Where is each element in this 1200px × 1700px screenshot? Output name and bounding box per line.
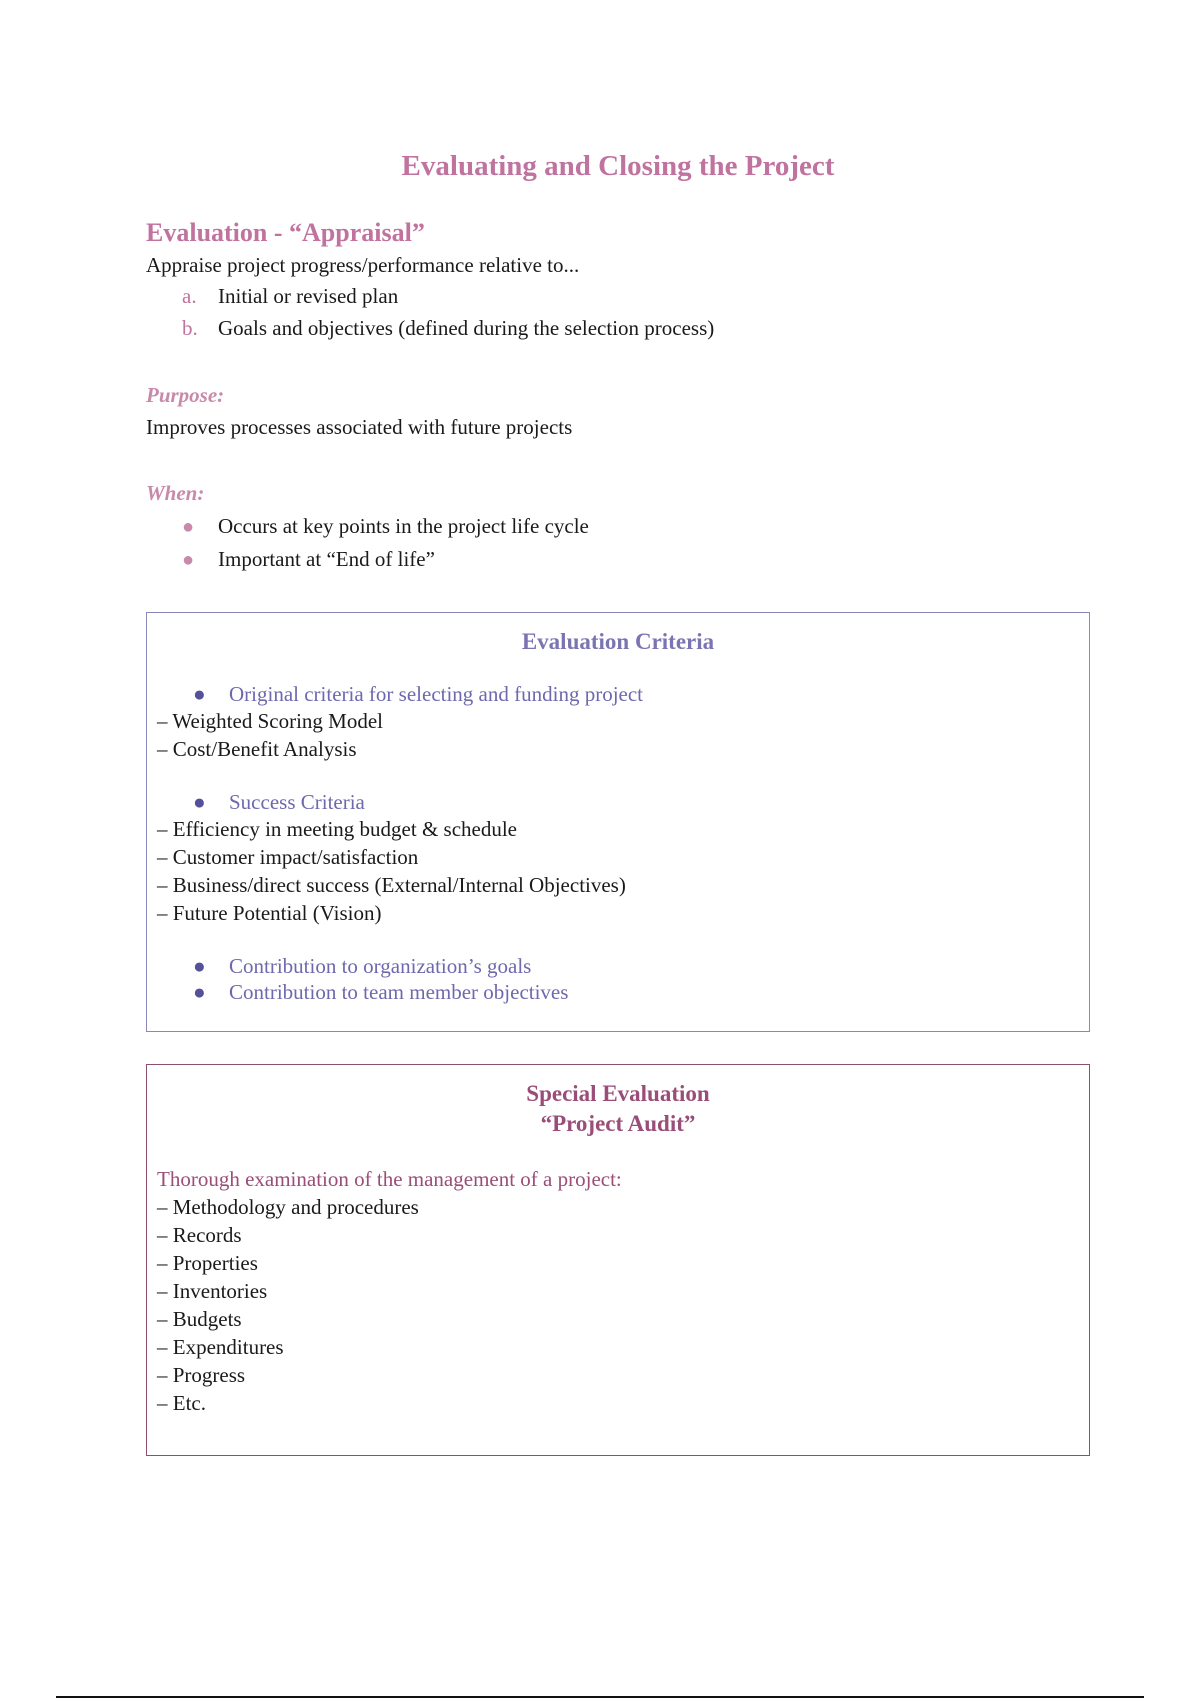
list-marker: b.	[182, 316, 198, 340]
audit-item: – Properties	[157, 1251, 258, 1275]
criteria-item: – Cost/Benefit Analysis	[157, 737, 357, 761]
evaluation-intro: Appraise project progress/performance relative to...	[146, 253, 580, 277]
criteria-item: – Weighted Scoring Model	[157, 709, 383, 733]
evaluation-criteria-box	[146, 612, 1090, 1032]
page-title: Evaluating and Closing the Project	[401, 150, 835, 182]
audit-title-line-2: “Project Audit”	[540, 1111, 696, 1136]
list-item-text: Goals and objectives (defined during the selection process)	[218, 316, 715, 340]
criteria-item: – Business/direct success (External/Internal Objectives)	[157, 873, 626, 897]
list-item	[182, 312, 1090, 344]
audit-item: – Progress	[157, 1363, 246, 1387]
when-list	[146, 510, 1090, 576]
criteria-bullet	[157, 953, 1079, 979]
document-page	[146, 140, 1090, 1456]
project-audit-box	[146, 1064, 1090, 1456]
audit-item: – Expenditures	[157, 1335, 284, 1359]
criteria-item: – Customer impact/satisfaction	[157, 845, 419, 869]
audit-item: – Inventories	[157, 1279, 268, 1303]
bullet-icon: ●	[193, 954, 206, 978]
criteria-item: – Future Potential (Vision)	[157, 901, 382, 925]
when-label: When:	[146, 481, 205, 505]
criteria-bullet	[157, 681, 1079, 707]
audit-title-line-1: Special Evaluation	[526, 1081, 710, 1106]
criteria-item: – Efficiency in meeting budget & schedule	[157, 817, 518, 841]
criteria-title: Evaluation Criteria	[521, 629, 715, 654]
criteria-bullet-text: Contribution to team member objectives	[229, 980, 569, 1004]
criteria-bullet	[157, 979, 1079, 1005]
audit-item: – Records	[157, 1223, 242, 1247]
criteria-bullet-text: Contribution to organization’s goals	[229, 954, 532, 978]
spacer	[157, 927, 1079, 953]
audit-lead: Thorough examination of the management of a project:	[157, 1167, 622, 1191]
criteria-bullet	[157, 789, 1079, 815]
list-item-text: Important at “End of life”	[218, 547, 435, 571]
list-item	[182, 280, 1090, 312]
audit-item: – Budgets	[157, 1307, 242, 1331]
audit-title	[157, 1079, 1079, 1139]
footer-divider	[56, 1696, 1144, 1698]
bullet-icon: ●	[193, 980, 206, 1004]
purpose-label: Purpose:	[146, 383, 225, 407]
evaluation-heading: Evaluation - “Appraisal”	[146, 218, 425, 247]
evaluation-list	[146, 280, 1090, 344]
audit-item: – Etc.	[157, 1391, 206, 1415]
list-item-text: Occurs at key points in the project life cycle	[218, 514, 589, 538]
spacer	[157, 763, 1079, 789]
criteria-bullet-text: Original criteria for selecting and funding project	[229, 682, 644, 706]
list-marker: a.	[182, 284, 197, 308]
purpose-text: Improves processes associated with future projects	[146, 415, 573, 439]
bullet-icon: ●	[182, 549, 195, 571]
criteria-bullet-text: Success Criteria	[229, 790, 365, 814]
list-item-text: Initial or revised plan	[218, 284, 399, 308]
bullet-icon: ●	[193, 682, 206, 706]
list-item	[182, 543, 1090, 576]
bullet-icon: ●	[193, 790, 206, 814]
list-item	[182, 510, 1090, 543]
bullet-icon: ●	[182, 516, 195, 538]
audit-item: – Methodology and procedures	[157, 1195, 419, 1219]
